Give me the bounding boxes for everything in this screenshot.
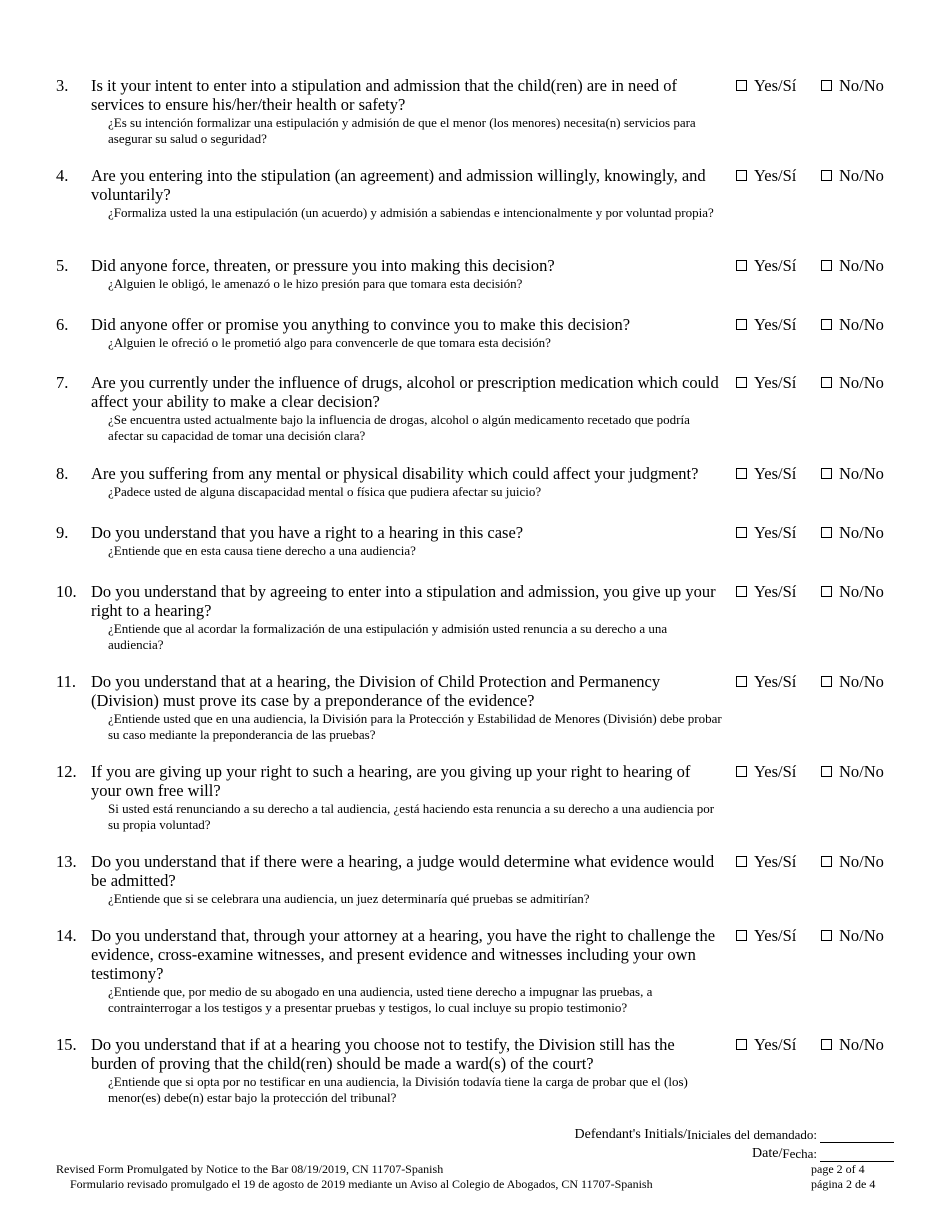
question-number: 10. <box>56 582 77 601</box>
revision-note-es: Formulario revisado promulgado el 19 de agosto de 2019 mediante un Aviso al Colegio de Abogados, CN 11707-Spanish <box>70 1177 653 1191</box>
no-label: No/No <box>839 852 884 871</box>
no-label: No/No <box>839 256 884 275</box>
no-option[interactable] <box>821 523 884 542</box>
question-text-es: ¿Es su intención formalizar una estipulación y admisión de que el menor (los menores) necesita(n) servicios para asegurar su salud o seguridad? <box>108 115 696 146</box>
yes-checkbox[interactable] <box>736 856 747 867</box>
no-checkbox[interactable] <box>821 1039 832 1050</box>
question-text-es: ¿Entiende que al acordar la formalización de una estipulación y admisión usted renuncia a su derecho a una audiencia? <box>108 621 668 652</box>
question-text-en: Are you entering into the stipulation (an agreement) and admission willingly, knowingly, and voluntarily? <box>91 166 706 204</box>
no-checkbox[interactable] <box>821 170 832 181</box>
yes-option[interactable] <box>736 762 796 781</box>
yes-label: Yes/Sí <box>754 464 797 483</box>
question-text-es: ¿Formaliza usted la una estipulación (un acuerdo) y admisión a sabiendas e intencionalmente y por voluntad propia? <box>108 205 714 220</box>
question-text-en: Do you understand that by agreeing to enter into a stipulation and admission, you give up your right to a hearing? <box>91 582 716 620</box>
question-number: 6. <box>56 315 69 334</box>
date-field <box>752 1146 894 1162</box>
question-text-es: ¿Entiende que en esta causa tiene derecho a una audiencia? <box>108 543 416 558</box>
question-text-en: Did anyone force, threaten, or pressure you into making this decision? <box>91 256 555 275</box>
yes-label: Yes/Sí <box>754 256 797 275</box>
question-number: 12. <box>56 762 77 781</box>
no-label: No/No <box>839 672 884 691</box>
no-option[interactable] <box>821 762 884 781</box>
yes-label: Yes/Sí <box>754 76 797 95</box>
question-number: 11. <box>56 672 77 691</box>
question-text-en: Is it your intent to enter into a stipulation and admission that the child(ren) are in need of services to ensure his/her/their health or safety? <box>91 76 678 114</box>
yes-option[interactable] <box>736 852 796 871</box>
yes-option[interactable] <box>736 523 796 542</box>
no-checkbox[interactable] <box>821 856 832 867</box>
question-text-en: Are you suffering from any mental or physical disability which could affect your judgment? <box>91 464 699 483</box>
page-number <box>811 1162 875 1192</box>
date-label-es: Fecha: <box>782 1146 817 1161</box>
no-option[interactable] <box>821 256 884 275</box>
no-label: No/No <box>839 523 884 542</box>
question-number: 15. <box>56 1035 77 1054</box>
question-text-es: ¿Entiende que si opta por no testificar en una audiencia, la División todavía tiene la carga de probar que el (los) menor(es) debe(n) estar bajo la protección del tribunal? <box>108 1074 688 1105</box>
question-number: 8. <box>56 464 69 483</box>
question-text-es: Si usted está renunciando a su derecho a tal audiencia, ¿está haciendo esta renuncia a su derecho a una audiencia por su propia voluntad? <box>108 801 715 832</box>
no-label: No/No <box>839 926 884 945</box>
yes-option[interactable] <box>736 926 796 945</box>
yes-checkbox[interactable] <box>736 319 747 330</box>
yes-label: Yes/Sí <box>754 852 797 871</box>
yes-checkbox[interactable] <box>736 80 747 91</box>
no-checkbox[interactable] <box>821 586 832 597</box>
yes-checkbox[interactable] <box>736 1039 747 1050</box>
yes-checkbox[interactable] <box>736 586 747 597</box>
no-label: No/No <box>839 464 884 483</box>
no-checkbox[interactable] <box>821 930 832 941</box>
yes-option[interactable] <box>736 166 796 185</box>
no-option[interactable] <box>821 76 884 95</box>
no-label: No/No <box>839 1035 884 1054</box>
no-checkbox[interactable] <box>821 319 832 330</box>
yes-option[interactable] <box>736 672 796 691</box>
question-number: 13. <box>56 852 77 871</box>
question-number: 7. <box>56 373 69 392</box>
yes-option[interactable] <box>736 1035 796 1054</box>
question-text-es: ¿Alguien le ofreció o le prometió algo para convencerle de que tomara esta decisión? <box>108 335 551 350</box>
question-text-en: Do you understand that, through your attorney at a hearing, you have the right to challenge the evidence, cross-examine witnesses, and present evidence and witnesses including your own testimony? <box>91 926 716 983</box>
question-text-es: ¿Padece usted de alguna discapacidad mental o física que pudiera afectar su juicio? <box>108 484 542 499</box>
question-number: 5. <box>56 256 69 275</box>
yes-checkbox[interactable] <box>736 676 747 687</box>
defendant-initials-field <box>575 1127 895 1143</box>
no-checkbox[interactable] <box>821 260 832 271</box>
yes-label: Yes/Sí <box>754 523 797 542</box>
no-option[interactable] <box>821 166 884 185</box>
question-text-es: ¿Entiende usted que en una audiencia, la División para la Protección y Estabilidad de Menores (División) debe probar su caso mediante la preponderancia de las pruebas? <box>108 711 722 742</box>
yes-option[interactable] <box>736 582 796 601</box>
yes-checkbox[interactable] <box>736 377 747 388</box>
no-option[interactable] <box>821 373 884 392</box>
no-label: No/No <box>839 582 884 601</box>
yes-label: Yes/Sí <box>754 166 797 185</box>
no-option[interactable] <box>821 1035 884 1054</box>
no-option[interactable] <box>821 926 884 945</box>
question-text-en: Are you currently under the influence of drugs, alcohol or prescription medication which could affect your ability to make a clear decision? <box>91 373 719 411</box>
yes-checkbox[interactable] <box>736 468 747 479</box>
question-text-en: Did anyone offer or promise you anything to convince you to make this decision? <box>91 315 631 334</box>
yes-option[interactable] <box>736 315 796 334</box>
question-text-es: ¿Entiende que si se celebrara una audiencia, un juez determinaría qué pruebas se admitirían? <box>108 891 590 906</box>
question-number: 9. <box>56 523 69 542</box>
question-text-es: ¿Entiende que, por medio de su abogado en una audiencia, usted tiene derecho a impugnar las pruebas, a contrainterrogar a los testigos y a presentar pruebas y testigos, lo cual incluye su propio testimonio? <box>108 984 653 1015</box>
question-text-en: Do you understand that you have a right to a hearing in this case? <box>91 523 524 542</box>
page-number-en: page 2 of 4 <box>811 1162 865 1176</box>
initials-label-es: Iniciales del demandado: <box>687 1127 817 1142</box>
yes-label: Yes/Sí <box>754 762 797 781</box>
yes-label: Yes/Sí <box>754 315 797 334</box>
no-checkbox[interactable] <box>821 527 832 538</box>
no-label: No/No <box>839 373 884 392</box>
no-checkbox[interactable] <box>821 377 832 388</box>
yes-label: Yes/Sí <box>754 373 797 392</box>
yes-checkbox[interactable] <box>736 527 747 538</box>
no-label: No/No <box>839 762 884 781</box>
initials-line[interactable] <box>820 1129 894 1143</box>
yes-option[interactable] <box>736 373 796 392</box>
yes-checkbox[interactable] <box>736 930 747 941</box>
initials-label-en: Defendant's Initials/ <box>574 1127 688 1142</box>
no-label: No/No <box>839 166 884 185</box>
yes-option[interactable] <box>736 76 796 95</box>
no-option[interactable] <box>821 464 884 483</box>
no-checkbox[interactable] <box>821 676 832 687</box>
yes-label: Yes/Sí <box>754 672 797 691</box>
no-checkbox[interactable] <box>821 766 832 777</box>
question-number: 4. <box>56 166 69 185</box>
yes-checkbox[interactable] <box>736 260 747 271</box>
no-option[interactable] <box>821 852 884 871</box>
no-option[interactable] <box>821 672 884 691</box>
no-checkbox[interactable] <box>821 468 832 479</box>
question-text-es: ¿Se encuentra usted actualmente bajo la influencia de drogas, alcohol o algún medicamento recetado que podría afectar su capacidad de tomar una decisión clara? <box>108 412 690 443</box>
no-label: No/No <box>839 315 884 334</box>
question-number: 3. <box>56 76 69 95</box>
no-checkbox[interactable] <box>821 80 832 91</box>
revision-note <box>56 1162 653 1192</box>
date-line[interactable] <box>820 1148 894 1162</box>
question-text-es: ¿Alguien le obligó, le amenazó o le hizo presión para que tomara esta decisión? <box>108 276 523 291</box>
date-label-en: Date/ <box>752 1146 783 1161</box>
yes-label: Yes/Sí <box>754 582 797 601</box>
yes-label: Yes/Sí <box>754 926 797 945</box>
page-number-es: página 2 de 4 <box>811 1177 876 1191</box>
question-text-en: Do you understand that if there were a hearing, a judge would determine what evidence would be admitted? <box>91 852 715 890</box>
yes-label: Yes/Sí <box>754 1035 797 1054</box>
question-text-en: Do you understand that at a hearing, the Division of Child Protection and Permanency (Division) must prove its case by a preponderance of the evidence? <box>91 672 661 710</box>
no-option[interactable] <box>821 315 884 334</box>
yes-checkbox[interactable] <box>736 170 747 181</box>
question-text-en: If you are giving up your right to such a hearing, are you giving up your right to hearing of your own free will? <box>91 762 691 800</box>
yes-checkbox[interactable] <box>736 766 747 777</box>
no-option[interactable] <box>821 582 884 601</box>
question-number: 14. <box>56 926 77 945</box>
yes-option[interactable] <box>736 464 796 483</box>
yes-option[interactable] <box>736 256 796 275</box>
no-label: No/No <box>839 76 884 95</box>
question-text-en: Do you understand that if at a hearing you choose not to testify, the Division still has the burden of proving that the child(ren) should be made a ward(s) of the court? <box>91 1035 675 1073</box>
revision-note-en: Revised Form Promulgated by Notice to the Bar 08/19/2019, CN 11707-Spanish <box>56 1162 444 1176</box>
